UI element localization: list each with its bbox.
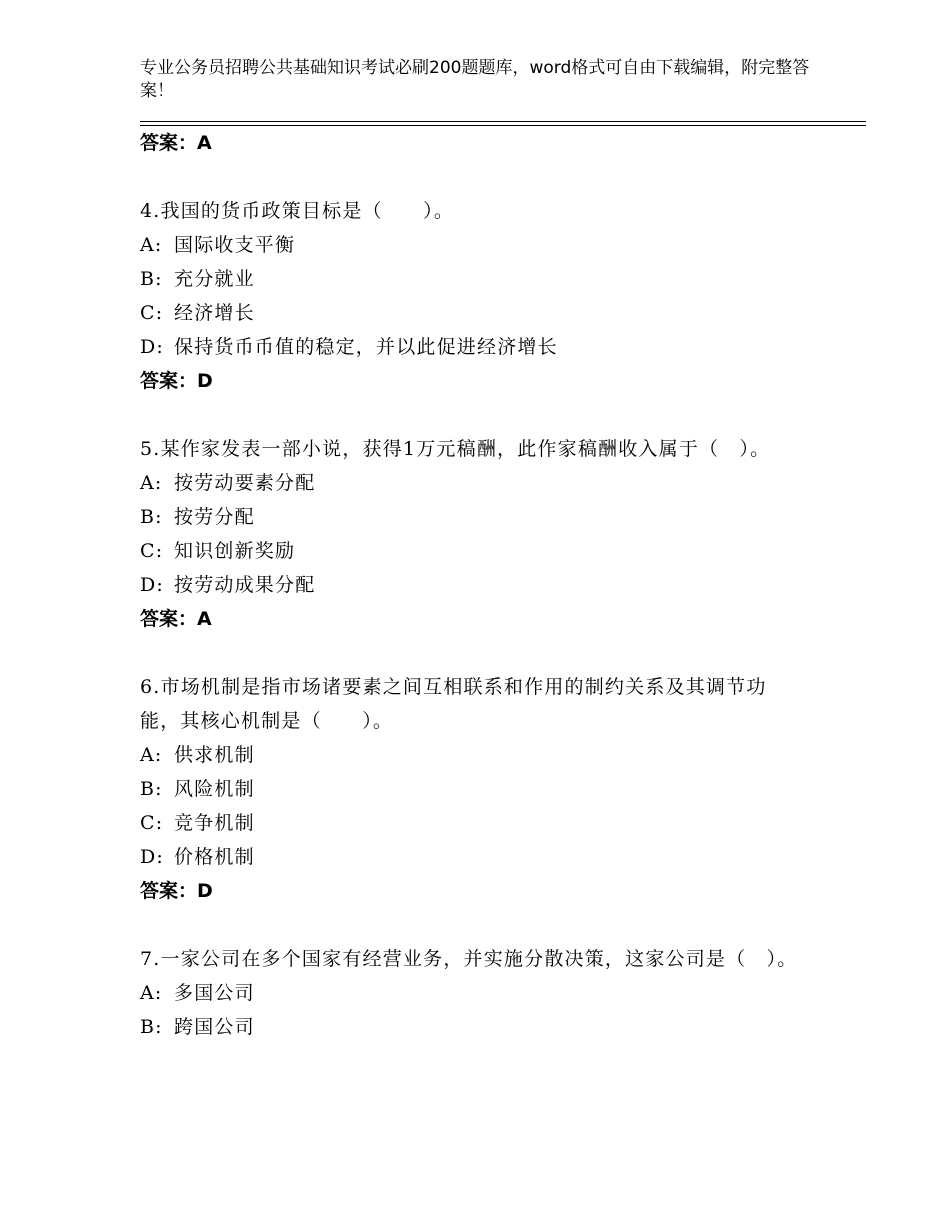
option-key: A:: [140, 234, 163, 256]
option-d: [140, 568, 866, 602]
answer-line: 答案：D: [140, 880, 213, 902]
option-text: 竞争机制: [174, 812, 255, 834]
option-text: 经济增长: [174, 302, 255, 324]
option-a: [140, 976, 866, 1010]
answer-line: 答案：A: [140, 608, 212, 630]
option-a: [140, 466, 866, 500]
option-a: [140, 228, 866, 262]
option-key: D:: [140, 336, 165, 358]
option-key: C:: [140, 812, 164, 834]
option-text: 多国公司: [174, 982, 255, 1004]
option-b: [140, 500, 866, 534]
option-key: A:: [140, 982, 163, 1004]
answer-line: 答案：A: [140, 132, 212, 154]
option-key: B:: [140, 778, 163, 800]
question-text: 6.市场机制是指市场诸要素之间互相联系和作用的制约关系及其调节功能，其核心机制是（ ）。: [140, 676, 767, 732]
option-key: B:: [140, 268, 163, 290]
option-key: D:: [140, 574, 165, 596]
option-text: 知识创新奖励: [174, 540, 296, 562]
option-text: 充分就业: [174, 268, 255, 290]
question-list: [140, 126, 866, 1044]
option-c: [140, 296, 866, 330]
option-text: 价格机制: [174, 846, 255, 868]
option-b: [140, 262, 866, 296]
question-text: 7.一家公司在多个国家有经营业务，并实施分散决策，这家公司是（ ）。: [140, 948, 798, 970]
option-text: 按劳动成果分配: [174, 574, 316, 596]
option-key: A:: [140, 472, 163, 494]
option-key: B:: [140, 1016, 163, 1038]
question-item: [140, 432, 866, 636]
option-key: B:: [140, 506, 163, 528]
option-b: [140, 772, 866, 806]
question-item: [140, 942, 866, 1044]
option-c: [140, 806, 866, 840]
option-b: [140, 1010, 866, 1044]
question-text: 5.某作家发表一部小说，获得1万元稿酬，此作家稿酬收入属于（ ）。: [140, 438, 771, 460]
question-item: [140, 670, 866, 908]
option-d: [140, 330, 866, 364]
option-text: 供求机制: [174, 744, 255, 766]
question-item: [140, 194, 866, 398]
option-c: [140, 534, 866, 568]
option-key: C:: [140, 540, 164, 562]
page-header: 专业公务员招聘公共基础知识考试必刷200题题库，word格式可自由下载编辑，附完整答案！: [140, 58, 810, 101]
option-text: 保持货币币值的稳定，并以此促进经济增长: [174, 336, 558, 358]
header-rule-top: [140, 121, 866, 122]
option-key: A:: [140, 744, 163, 766]
option-key: D:: [140, 846, 165, 868]
option-text: 风险机制: [174, 778, 255, 800]
option-text: 按劳动要素分配: [174, 472, 316, 494]
option-d: [140, 840, 866, 874]
option-text: 国际收支平衡: [174, 234, 296, 256]
answer-line: 答案：D: [140, 370, 213, 392]
option-text: 按劳分配: [174, 506, 255, 528]
option-key: C:: [140, 302, 164, 324]
option-text: 跨国公司: [174, 1016, 255, 1038]
question-text: 4.我国的货币政策目标是（ ）。: [140, 200, 455, 222]
option-a: [140, 738, 866, 772]
